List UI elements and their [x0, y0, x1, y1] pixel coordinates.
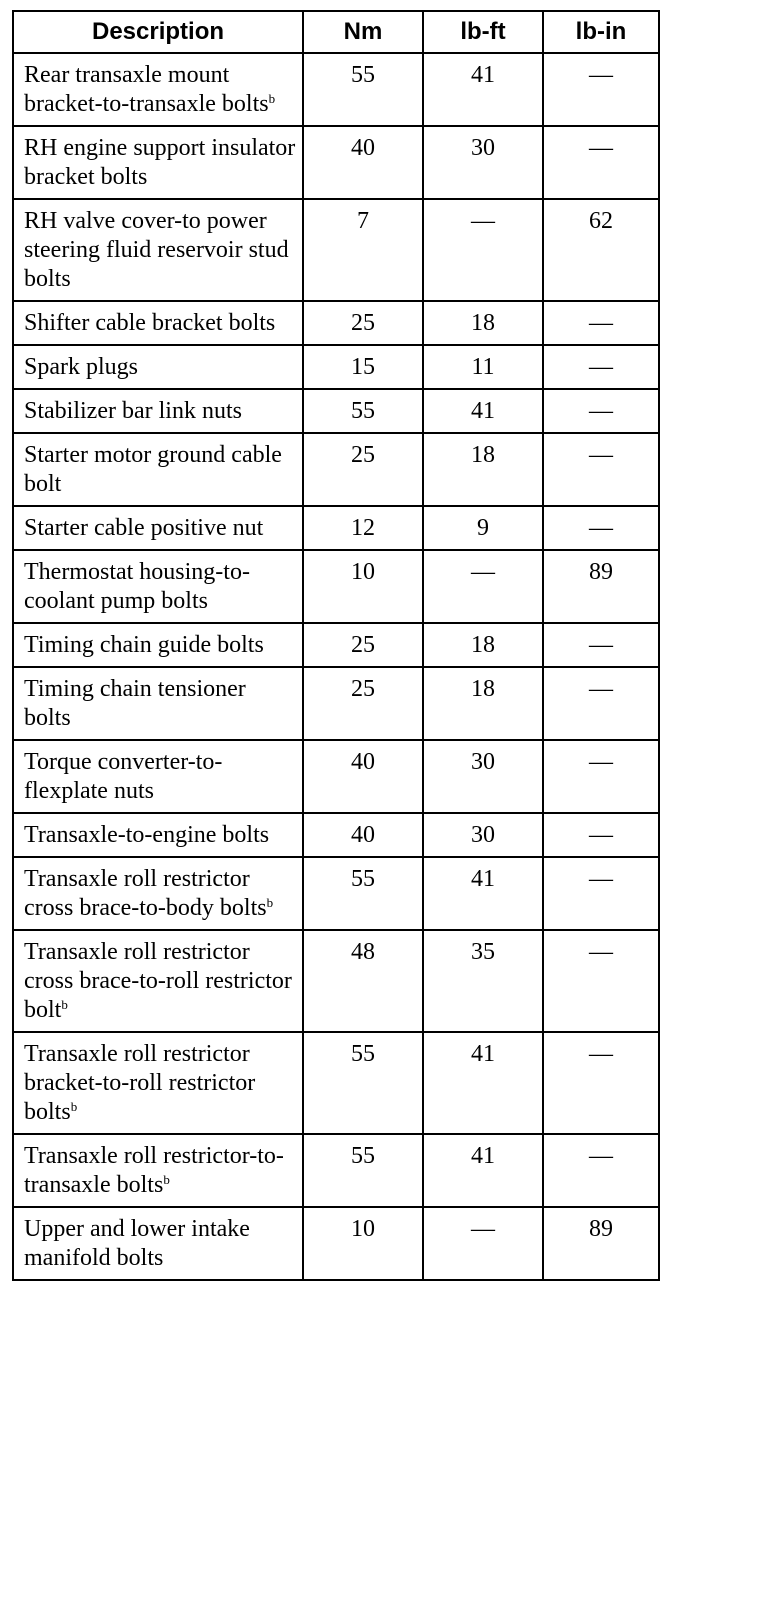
lb-ft-cell	[423, 126, 543, 199]
nm-cell	[303, 740, 423, 813]
table-row	[13, 506, 659, 550]
lb-ft-cell	[423, 506, 543, 550]
lb-in-value: —	[589, 749, 613, 775]
table-row	[13, 740, 659, 813]
lb-in-cell	[543, 740, 659, 813]
nm-value: 55	[351, 1041, 375, 1067]
lb-in-value: —	[589, 135, 613, 161]
table-row	[13, 199, 659, 301]
table-body	[13, 53, 659, 1280]
lb-in-cell	[543, 550, 659, 623]
lb-ft-value: 41	[471, 866, 495, 892]
table-row	[13, 53, 659, 126]
description-text: Transaxle-to-engine bolts	[24, 822, 270, 848]
lb-in-value: —	[589, 354, 613, 380]
lb-in-value: —	[589, 866, 613, 892]
lb-in-cell	[543, 1134, 659, 1207]
nm-value: 55	[351, 866, 375, 892]
footnote-marker: b	[61, 997, 68, 1012]
lb-ft-cell	[423, 740, 543, 813]
lb-ft-cell	[423, 813, 543, 857]
lb-in-value: 89	[589, 559, 613, 585]
nm-value: 40	[351, 822, 375, 848]
lb-ft-cell	[423, 1032, 543, 1134]
description-cell	[13, 345, 303, 389]
lb-in-value: —	[589, 442, 613, 468]
lb-in-value: —	[589, 939, 613, 965]
lb-ft-cell	[423, 53, 543, 126]
lb-ft-cell	[423, 930, 543, 1032]
nm-value: 48	[351, 939, 375, 965]
lb-in-value: —	[589, 822, 613, 848]
description-cell	[13, 930, 303, 1032]
nm-cell	[303, 813, 423, 857]
lb-in-value: 89	[589, 1216, 613, 1242]
nm-cell	[303, 506, 423, 550]
description-text: Rear transaxle mount bracket-to-transaxle bolts	[24, 62, 269, 117]
lb-ft-cell	[423, 857, 543, 930]
lb-in-cell	[543, 1032, 659, 1134]
lb-ft-value: 41	[471, 1041, 495, 1067]
nm-value: 25	[351, 632, 375, 658]
lb-ft-cell	[423, 623, 543, 667]
lb-ft-value: 41	[471, 398, 495, 424]
lb-in-value: —	[589, 515, 613, 541]
description-cell	[13, 1207, 303, 1280]
header-lb-in: lb-in	[543, 11, 659, 53]
lb-ft-value: 41	[471, 62, 495, 88]
lb-ft-value: 35	[471, 939, 495, 965]
nm-value: 25	[351, 310, 375, 336]
lb-ft-cell	[423, 199, 543, 301]
description-text: Upper and lower intake manifold bolts	[24, 1216, 250, 1271]
lb-ft-value: 18	[471, 632, 495, 658]
nm-cell	[303, 345, 423, 389]
table-row	[13, 623, 659, 667]
lb-ft-value: 30	[471, 749, 495, 775]
lb-in-cell	[543, 345, 659, 389]
lb-in-cell	[543, 667, 659, 740]
nm-cell	[303, 433, 423, 506]
lb-ft-value: 41	[471, 1143, 495, 1169]
lb-ft-value: 18	[471, 310, 495, 336]
table-row	[13, 389, 659, 433]
lb-ft-cell	[423, 1207, 543, 1280]
lb-in-cell	[543, 623, 659, 667]
description-text: Spark plugs	[24, 354, 138, 380]
lb-in-cell	[543, 813, 659, 857]
lb-ft-cell	[423, 550, 543, 623]
lb-in-value: 62	[589, 208, 613, 234]
table-row	[13, 930, 659, 1032]
table-row	[13, 1207, 659, 1280]
lb-in-value: —	[589, 62, 613, 88]
nm-value: 55	[351, 398, 375, 424]
lb-ft-cell	[423, 433, 543, 506]
table-row	[13, 550, 659, 623]
lb-in-cell	[543, 199, 659, 301]
description-cell	[13, 126, 303, 199]
lb-ft-value: 18	[471, 442, 495, 468]
table-row	[13, 667, 659, 740]
nm-value: 15	[351, 354, 375, 380]
lb-in-value: —	[589, 1143, 613, 1169]
description-cell	[13, 740, 303, 813]
lb-in-value: —	[589, 398, 613, 424]
description-text: Transaxle roll restrictor-to-transaxle bolts	[24, 1143, 284, 1198]
table-row	[13, 813, 659, 857]
lb-ft-value: —	[471, 1216, 495, 1242]
lb-ft-cell	[423, 301, 543, 345]
description-cell	[13, 1032, 303, 1134]
lb-in-cell	[543, 1207, 659, 1280]
nm-cell	[303, 667, 423, 740]
table-row	[13, 1134, 659, 1207]
lb-ft-value: 30	[471, 822, 495, 848]
lb-in-cell	[543, 930, 659, 1032]
lb-in-cell	[543, 433, 659, 506]
description-cell	[13, 389, 303, 433]
nm-cell	[303, 623, 423, 667]
lb-ft-cell	[423, 667, 543, 740]
nm-cell	[303, 389, 423, 433]
lb-ft-cell	[423, 345, 543, 389]
description-text: Shifter cable bracket bolts	[24, 310, 276, 336]
table-row	[13, 126, 659, 199]
description-text: Transaxle roll restrictor cross brace-to-body bolts	[24, 866, 267, 921]
header-description: Description	[13, 11, 303, 53]
description-cell	[13, 550, 303, 623]
nm-value: 40	[351, 135, 375, 161]
nm-value: 55	[351, 62, 375, 88]
lb-in-value: —	[589, 310, 613, 336]
description-text: RH engine support insulator bracket bolts	[24, 135, 296, 190]
footnote-marker: b	[268, 91, 276, 106]
description-text: RH valve cover-to power steering fluid reservoir stud bolts	[24, 208, 289, 292]
lb-in-cell	[543, 506, 659, 550]
nm-cell	[303, 857, 423, 930]
lb-in-cell	[543, 126, 659, 199]
table-header	[13, 11, 659, 53]
table-row	[13, 345, 659, 389]
lb-in-cell	[543, 53, 659, 126]
lb-ft-cell	[423, 1134, 543, 1207]
description-cell	[13, 199, 303, 301]
description-cell	[13, 857, 303, 930]
lb-ft-value: 18	[471, 676, 495, 702]
nm-cell	[303, 199, 423, 301]
header-lb-ft: lb-ft	[423, 11, 543, 53]
description-text: Starter cable positive nut	[24, 515, 264, 541]
description-text: Timing chain guide bolts	[24, 632, 264, 658]
nm-cell	[303, 1032, 423, 1134]
nm-value: 25	[351, 442, 375, 468]
description-text: Transaxle roll restrictor cross brace-to-roll restrictor bolt	[24, 939, 292, 1023]
nm-cell	[303, 930, 423, 1032]
description-text: Timing chain tensioner bolts	[24, 676, 246, 731]
description-cell	[13, 813, 303, 857]
description-cell	[13, 301, 303, 345]
header-row	[13, 11, 659, 53]
torque-spec-table	[12, 10, 660, 1281]
nm-value: 10	[351, 1216, 375, 1242]
table-row	[13, 301, 659, 345]
nm-cell	[303, 126, 423, 199]
lb-in-value: —	[589, 632, 613, 658]
table-row	[13, 433, 659, 506]
description-cell	[13, 433, 303, 506]
nm-cell	[303, 1134, 423, 1207]
lb-ft-cell	[423, 389, 543, 433]
lb-in-cell	[543, 301, 659, 345]
nm-value: 55	[351, 1143, 375, 1169]
description-text: Stabilizer bar link nuts	[24, 398, 242, 424]
nm-value: 10	[351, 559, 375, 585]
nm-cell	[303, 301, 423, 345]
lb-in-value: —	[589, 676, 613, 702]
description-cell	[13, 667, 303, 740]
lb-ft-value: —	[471, 559, 495, 585]
table-row	[13, 857, 659, 930]
description-text: Starter motor ground cable bolt	[24, 442, 282, 497]
description-cell	[13, 53, 303, 126]
footnote-marker: b	[266, 895, 274, 910]
nm-cell	[303, 53, 423, 126]
description-cell	[13, 623, 303, 667]
footnote-marker: b	[70, 1099, 78, 1114]
nm-value: 7	[357, 208, 369, 234]
table-row	[13, 1032, 659, 1134]
nm-value: 40	[351, 749, 375, 775]
nm-value: 25	[351, 676, 375, 702]
nm-cell	[303, 550, 423, 623]
lb-ft-value: 11	[471, 354, 495, 380]
lb-ft-value: 9	[477, 515, 489, 541]
description-text: Torque converter-to-flexplate nuts	[24, 749, 223, 804]
description-cell	[13, 1134, 303, 1207]
footnote-marker: b	[163, 1172, 170, 1187]
lb-in-cell	[543, 389, 659, 433]
lb-in-cell	[543, 857, 659, 930]
lb-ft-value: 30	[471, 135, 495, 161]
lb-ft-value: —	[471, 208, 495, 234]
description-cell	[13, 506, 303, 550]
description-text: Thermostat housing-to-coolant pump bolts	[24, 559, 250, 614]
nm-value: 12	[351, 515, 375, 541]
description-text: Transaxle roll restrictor bracket-to-roll restrictor bolts	[24, 1041, 256, 1125]
nm-cell	[303, 1207, 423, 1280]
lb-in-value: —	[589, 1041, 613, 1067]
header-nm: Nm	[303, 11, 423, 53]
